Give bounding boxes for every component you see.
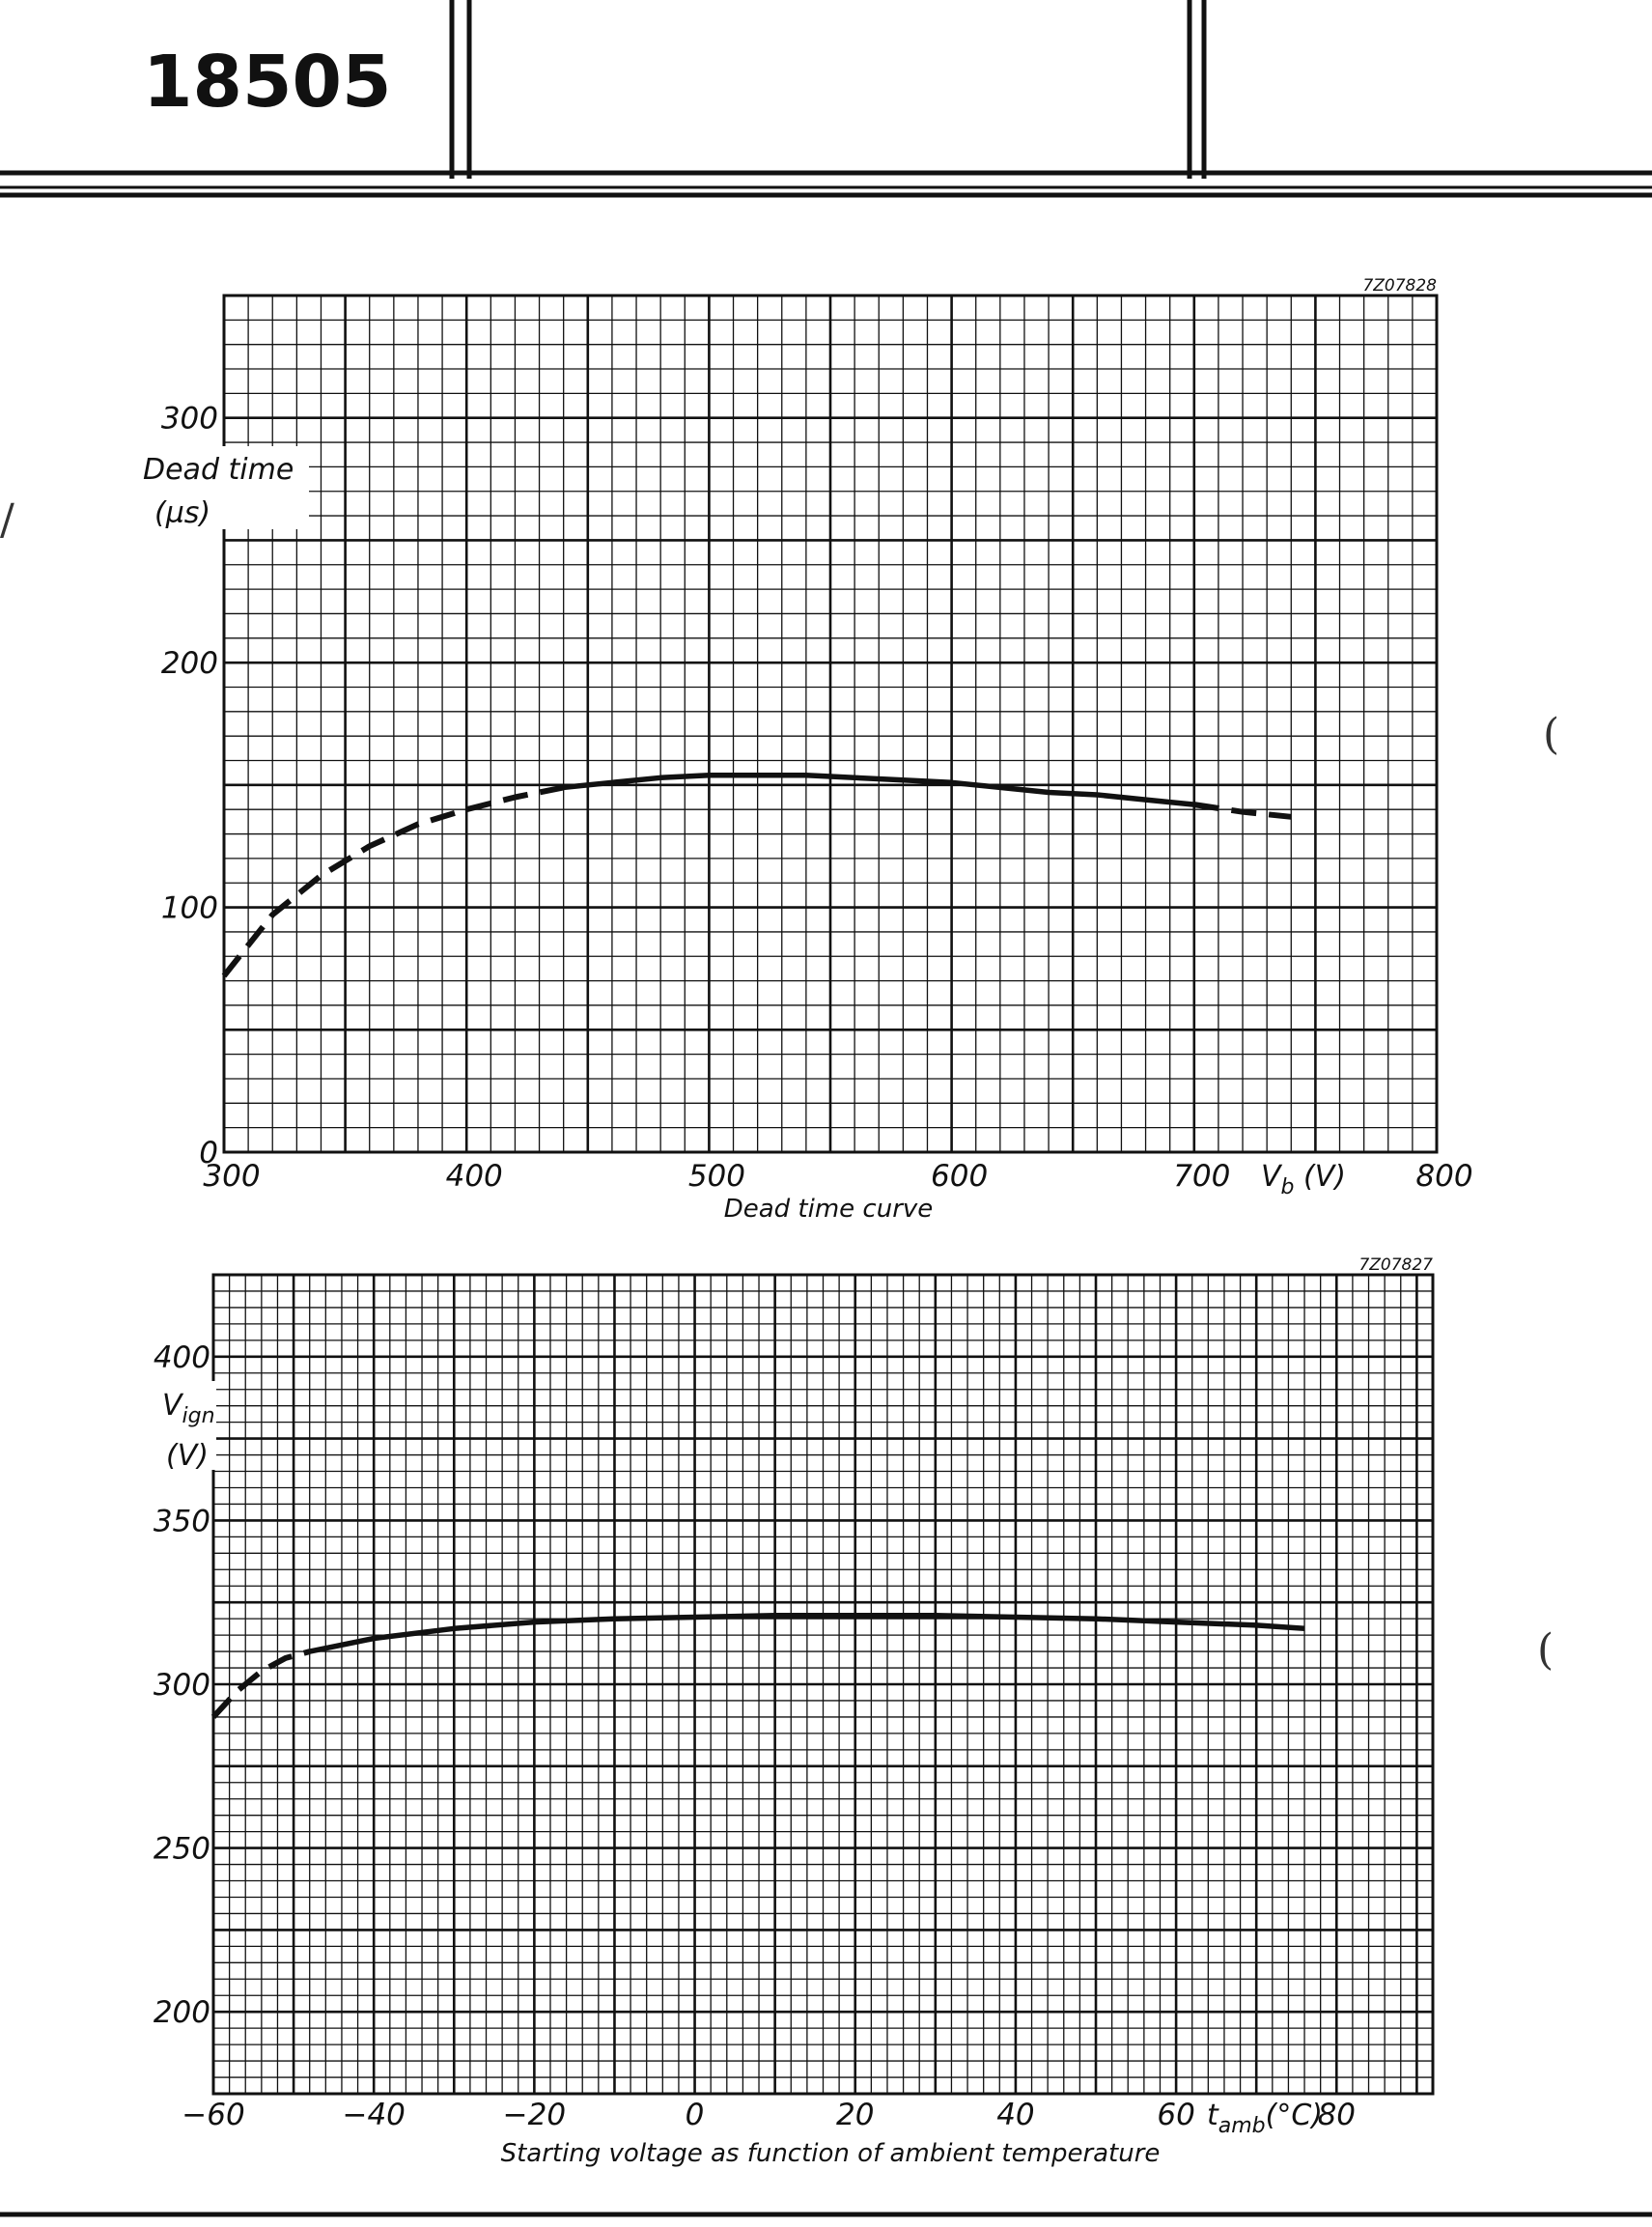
starting-voltage-y-axis-label: [158, 1381, 216, 1473]
y-tick-label: 200: [160, 646, 218, 682]
x-tick-label: 0: [685, 2098, 705, 2132]
x-tick-label: 600: [931, 1159, 989, 1194]
starting-voltage-grid: [213, 1275, 1433, 2094]
x-tick-label: 400: [445, 1159, 503, 1194]
margin-bracket-mark: (: [1543, 710, 1560, 759]
starting-voltage-x-axis-label: [1207, 2099, 1323, 2138]
x-tick-label: 800: [1415, 1159, 1473, 1194]
starting-voltage-y-label-line2: (V): [166, 1439, 209, 1473]
x-tick-label: 700: [1173, 1159, 1231, 1194]
dead-time-y-label-line1: Dead time: [143, 453, 294, 487]
dead-time-grid: [224, 296, 1437, 1152]
y-tick-label: 100: [160, 890, 218, 926]
starting-voltage-ref-code: 7Z07827: [1358, 1255, 1433, 1275]
dead-time-chart: [139, 276, 1473, 1224]
x-tick-label: 80: [1317, 2098, 1357, 2132]
dead-time-caption: Dead time curve: [723, 1195, 934, 1224]
y-tick-label: 400: [153, 1339, 210, 1375]
part-number: 18505: [143, 41, 392, 124]
margin-bracket-mark: (: [1537, 1625, 1554, 1675]
x-tick-label: 40: [996, 2098, 1035, 2132]
y-tick-label: 250: [153, 1831, 210, 1867]
y-tick-label: 0: [199, 1136, 218, 1170]
y-tick-label: 300: [160, 401, 218, 437]
x-tick-label: −60: [182, 2098, 245, 2132]
x-tick-label: −40: [342, 2098, 406, 2132]
x-tick-label: −20: [502, 2098, 567, 2132]
dead-time-x-axis-label: $V_b$ (V): [1261, 1160, 1346, 1199]
x-tick-label: 500: [687, 1159, 745, 1194]
x-tick-label: 300: [203, 1159, 261, 1194]
starting-voltage-y-label-line1: $V_{ign}$: [162, 1389, 215, 1428]
x-tick-label: 60: [1157, 2098, 1195, 2132]
margin-tick-mark: /: [0, 495, 14, 545]
starting-voltage-caption: Starting voltage as function of ambient temperature: [500, 2139, 1161, 2168]
svg-text:tamb(°C): $t_{amb}(^\circ C)$: [1207, 2099, 1324, 2138]
y-tick-label: 200: [153, 1995, 210, 2031]
starting-voltage-x-ticks: [182, 2098, 1356, 2132]
y-tick-label: 300: [153, 1668, 210, 1703]
starting-voltage-chart: [154, 1255, 1433, 2168]
dead-time-y-label-line2: (µs): [154, 496, 211, 530]
dead-time-ref-code: 7Z07828: [1362, 276, 1437, 296]
y-tick-label: 350: [153, 1504, 210, 1539]
dead-time-y-axis-label: [139, 446, 309, 530]
x-tick-label: 20: [836, 2098, 875, 2132]
